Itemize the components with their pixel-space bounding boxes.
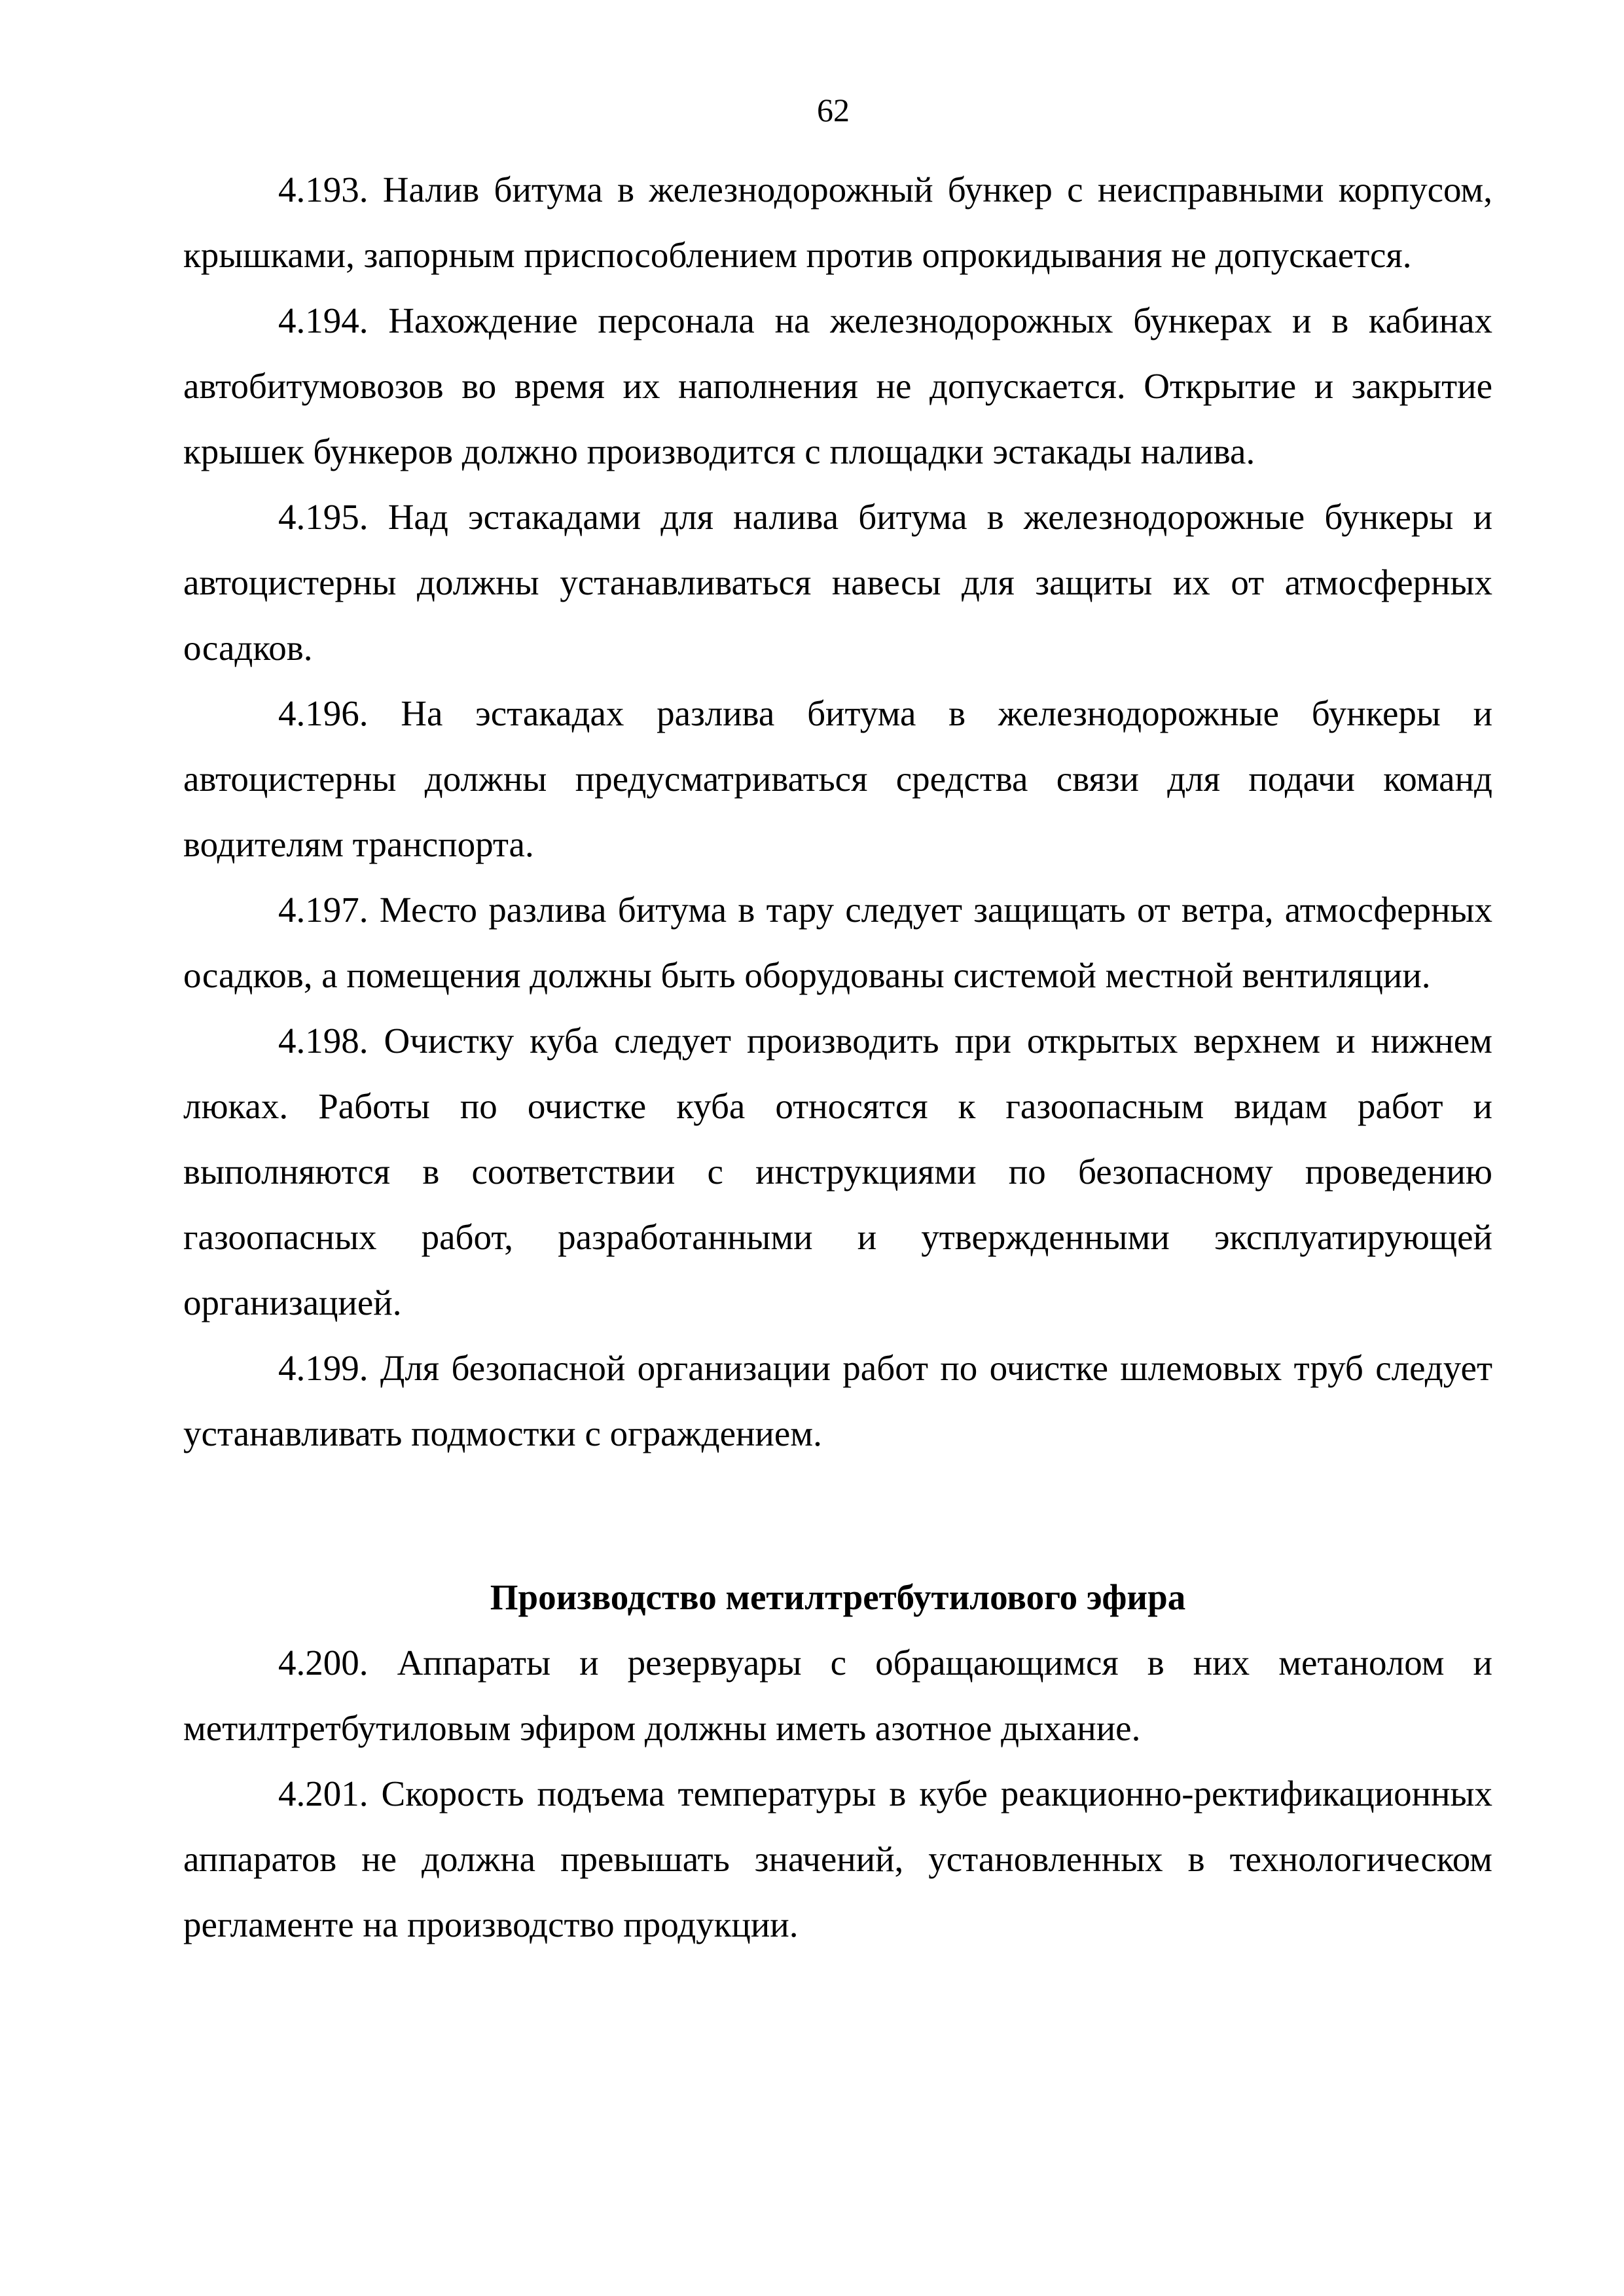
paragraph-4-201: 4.201. Скорость подъема температуры в кубе реакционно-ректификационных аппаратов не должна превышать значений, установленных в технологическом регламенте на производство продукции.: [183, 1774, 1492, 1944]
paragraph-4-199: 4.199. Для безопасной организации работ по очистке шлемовых труб следует устанавливать подмостки с ограждением.: [183, 1348, 1492, 1453]
section-heading: Производство метилтретбутилового эфира: [490, 1577, 1186, 1617]
paragraph-4-193: 4.193. Налив битума в железнодорожный бункер с неисправными корпусом, крышками, запорным приспособлением против опрокидывания не допускается.: [183, 170, 1492, 275]
page-number: 62: [817, 92, 850, 128]
paragraph-4-198: 4.198. Очистку куба следует производить при открытых верхнем и нижнем люках. Работы по очистке куба относятся к газоопасным видам работ и выполняются в соответствии с инструкциями по безопасному проведению газоопасных работ, разработанными и утвержденными эксплуатирующей организацией.: [183, 1021, 1492, 1322]
paragraph-4-196: 4.196. На эстакадах разлива битума в железнодорожные бункеры и автоцистерны должны предусматриваться средства связи для подачи команд водителям транспорта.: [183, 693, 1492, 864]
paragraph-4-200: 4.200. Аппараты и резервуары с обращающимся в них метанолом и метилтретбутиловым эфиром должны иметь азотное дыхание.: [183, 1643, 1492, 1748]
paragraph-4-195: 4.195. Над эстакадами для налива битума в железнодорожные бункеры и автоцистерны должны устанавливаться навесы для защиты их от атмосферных осадков.: [183, 497, 1492, 668]
paragraph-4-197: 4.197. Место разлива битума в тару следует защищать от ветра, атмосферных осадков, а помещения должны быть оборудованы системой местной вентиляции.: [183, 890, 1492, 995]
document-body: [183, 157, 1492, 1958]
paragraph-4-194: 4.194. Нахождение персонала на железнодорожных бункерах и в кабинах автобитумовозов во время их наполнения не допускается. Открытие и закрытие крышек бункеров должно производится с площадки эстакады налива.: [183, 301, 1492, 471]
